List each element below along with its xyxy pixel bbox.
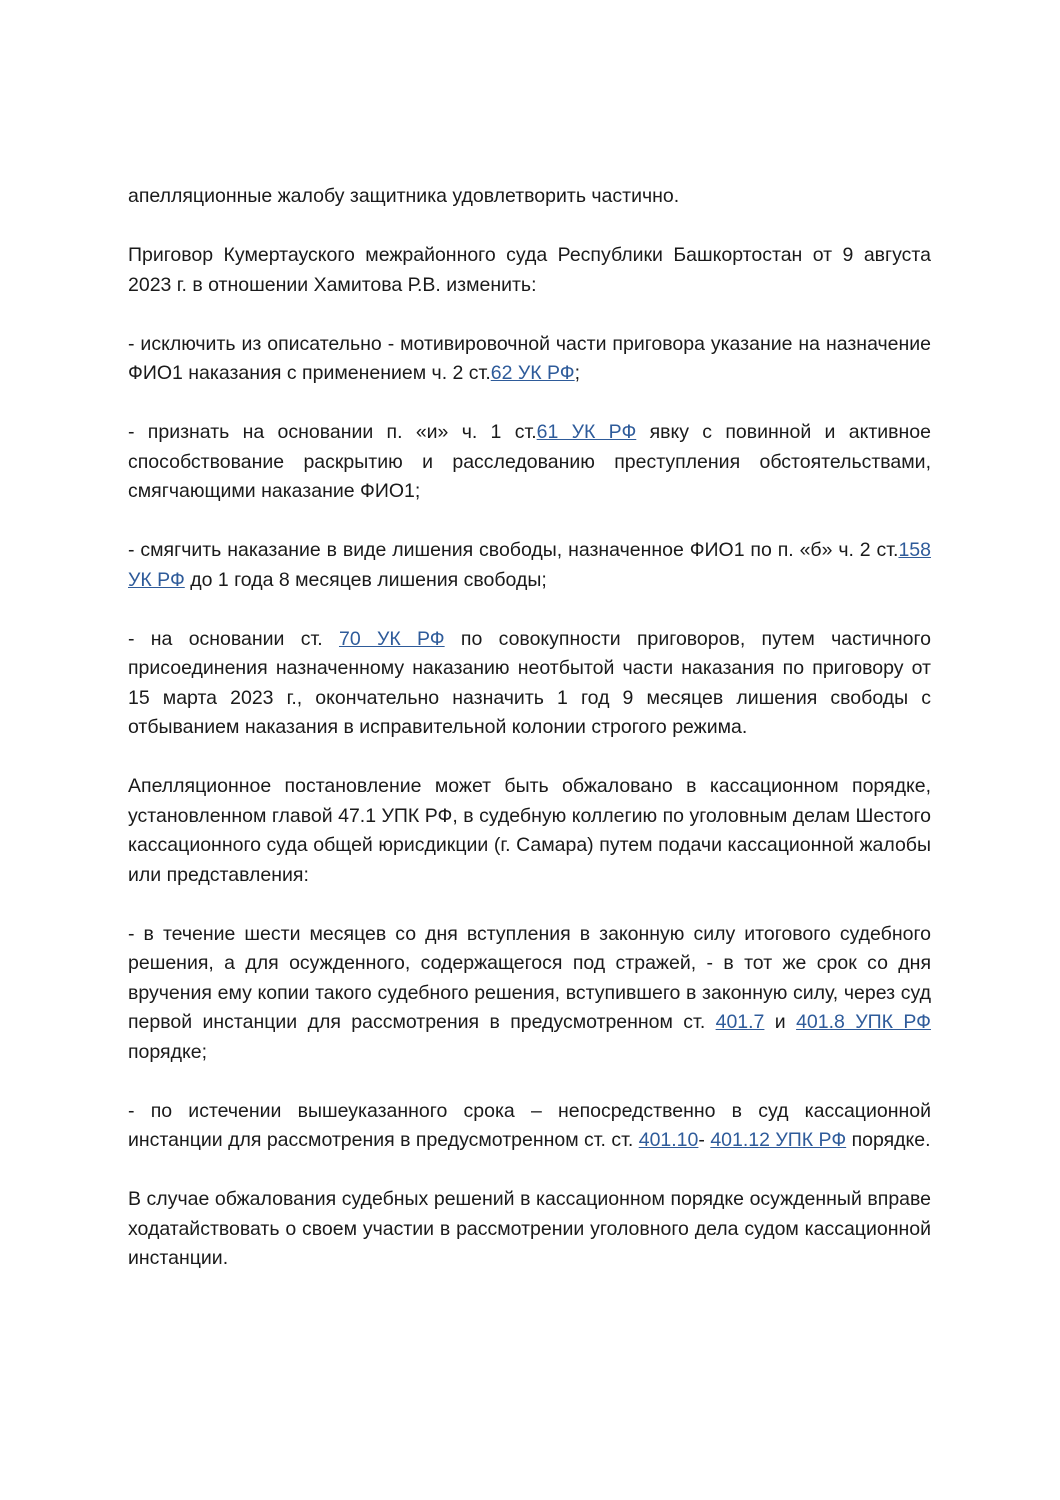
law-link-401-10[interactable]: 401.10 [638, 1129, 699, 1151]
law-link-401-8-upk-rf[interactable]: 401.8 УПК РФ [796, 1011, 931, 1033]
paragraph-sentence-change [128, 241, 931, 300]
paragraph-text: явку с повинной и активное способствование раскрытию и расследованию преступления обстоятельствами, смягчающими наказание ФИО1; [128, 421, 931, 502]
paragraph-text: - исключить из описательно - мотивировочной части приговора указание на назначение ФИО1 наказания с применением ч. 2 ст. [128, 332, 931, 384]
document-body [128, 182, 931, 1303]
paragraph-text: Приговор Кумертауского межрайонного суда Республики Башкортостан от 9 августа 2023 г. в отношении Хамитова Р.В. изменить: [128, 244, 931, 296]
paragraph-after-term [128, 1097, 931, 1156]
paragraph-recognize-art61 [128, 418, 931, 507]
law-link-61-uk-rf[interactable]: 61 УК РФ [536, 421, 637, 443]
law-link-401-7[interactable]: 401.7 [715, 1011, 765, 1033]
paragraph-mitigate-art158 [128, 536, 931, 595]
law-link-158-uk-rf[interactable]: 158 УК РФ [128, 539, 931, 591]
paragraph-exclude-art62 [128, 330, 931, 389]
paragraph-text: - по истечении вышеуказанного срока – непосредственно в суд кассационной инстанции для рассмотрения в предусмотренном ст. ст. [128, 1099, 931, 1151]
paragraph-six-months-term [128, 920, 931, 1068]
paragraph-text: порядке. [846, 1129, 931, 1151]
paragraph-aggregate-art70 [128, 625, 931, 743]
law-link-70-uk-rf[interactable]: 70 УК РФ [338, 627, 445, 650]
paragraph-text: - смягчить наказание в виде лишения свободы, назначенное ФИО1 по п. «б» ч. 2 ст. [128, 539, 899, 561]
paragraph-text: - [698, 1129, 711, 1151]
paragraph-text: и [764, 1011, 797, 1033]
paragraph-cassation-appeal [128, 772, 931, 890]
paragraph-text: апелляционные жалобу защитника удовлетворить частично. [128, 185, 680, 207]
paragraph-text: - в течение шести месяцев со дня вступления в законную силу итогового судебного решения, а для осужденного, содержащегося под стражей, - в тот же срок со дня вручения ему копии такого судебного решения, вступившего в законную силу, через суд первой инстанции для рассмотрения в предусмотренном ст. [128, 922, 931, 1033]
paragraph-text: до 1 года 8 месяцев лишения свободы; [184, 568, 547, 591]
law-link-62-uk-rf[interactable]: 62 УК РФ [490, 362, 575, 384]
paragraph-text: по совокупности приговоров, путем частичного присоединения назначенному наказанию неотбытой части наказания по приговору от 15 марта 2023 г., окончательно назначить 1 год 9 месяцев лишения свободы с отбыванием наказания в исправительной колонии строгого режима. [128, 627, 931, 738]
paragraph-participation-right [128, 1185, 931, 1274]
law-link-401-12-upk-rf[interactable]: 401.12 УПК РФ [710, 1129, 847, 1151]
paragraph-appeal-satisfy [128, 182, 931, 212]
paragraph-text: Апелляционное постановление может быть обжаловано в кассационном порядке, установленном главой 47.1 УПК РФ, в судебную коллегию по уголовным делам Шестого кассационного суда общей юрисдикции (г. Самара) путем подачи кассационной жалобы или представления: [128, 775, 931, 886]
paragraph-text: ; [574, 362, 581, 384]
paragraph-text: порядке; [128, 1040, 207, 1063]
paragraph-text: - признать на основании п. «и» ч. 1 ст. [128, 421, 537, 443]
paragraph-text: - на основании ст. [128, 627, 339, 650]
paragraph-text: В случае обжалования судебных решений в кассационном порядке осужденный вправе ходатайствовать о своем участии в рассмотрении уголовного дела судом кассационной инстанции. [128, 1188, 931, 1269]
